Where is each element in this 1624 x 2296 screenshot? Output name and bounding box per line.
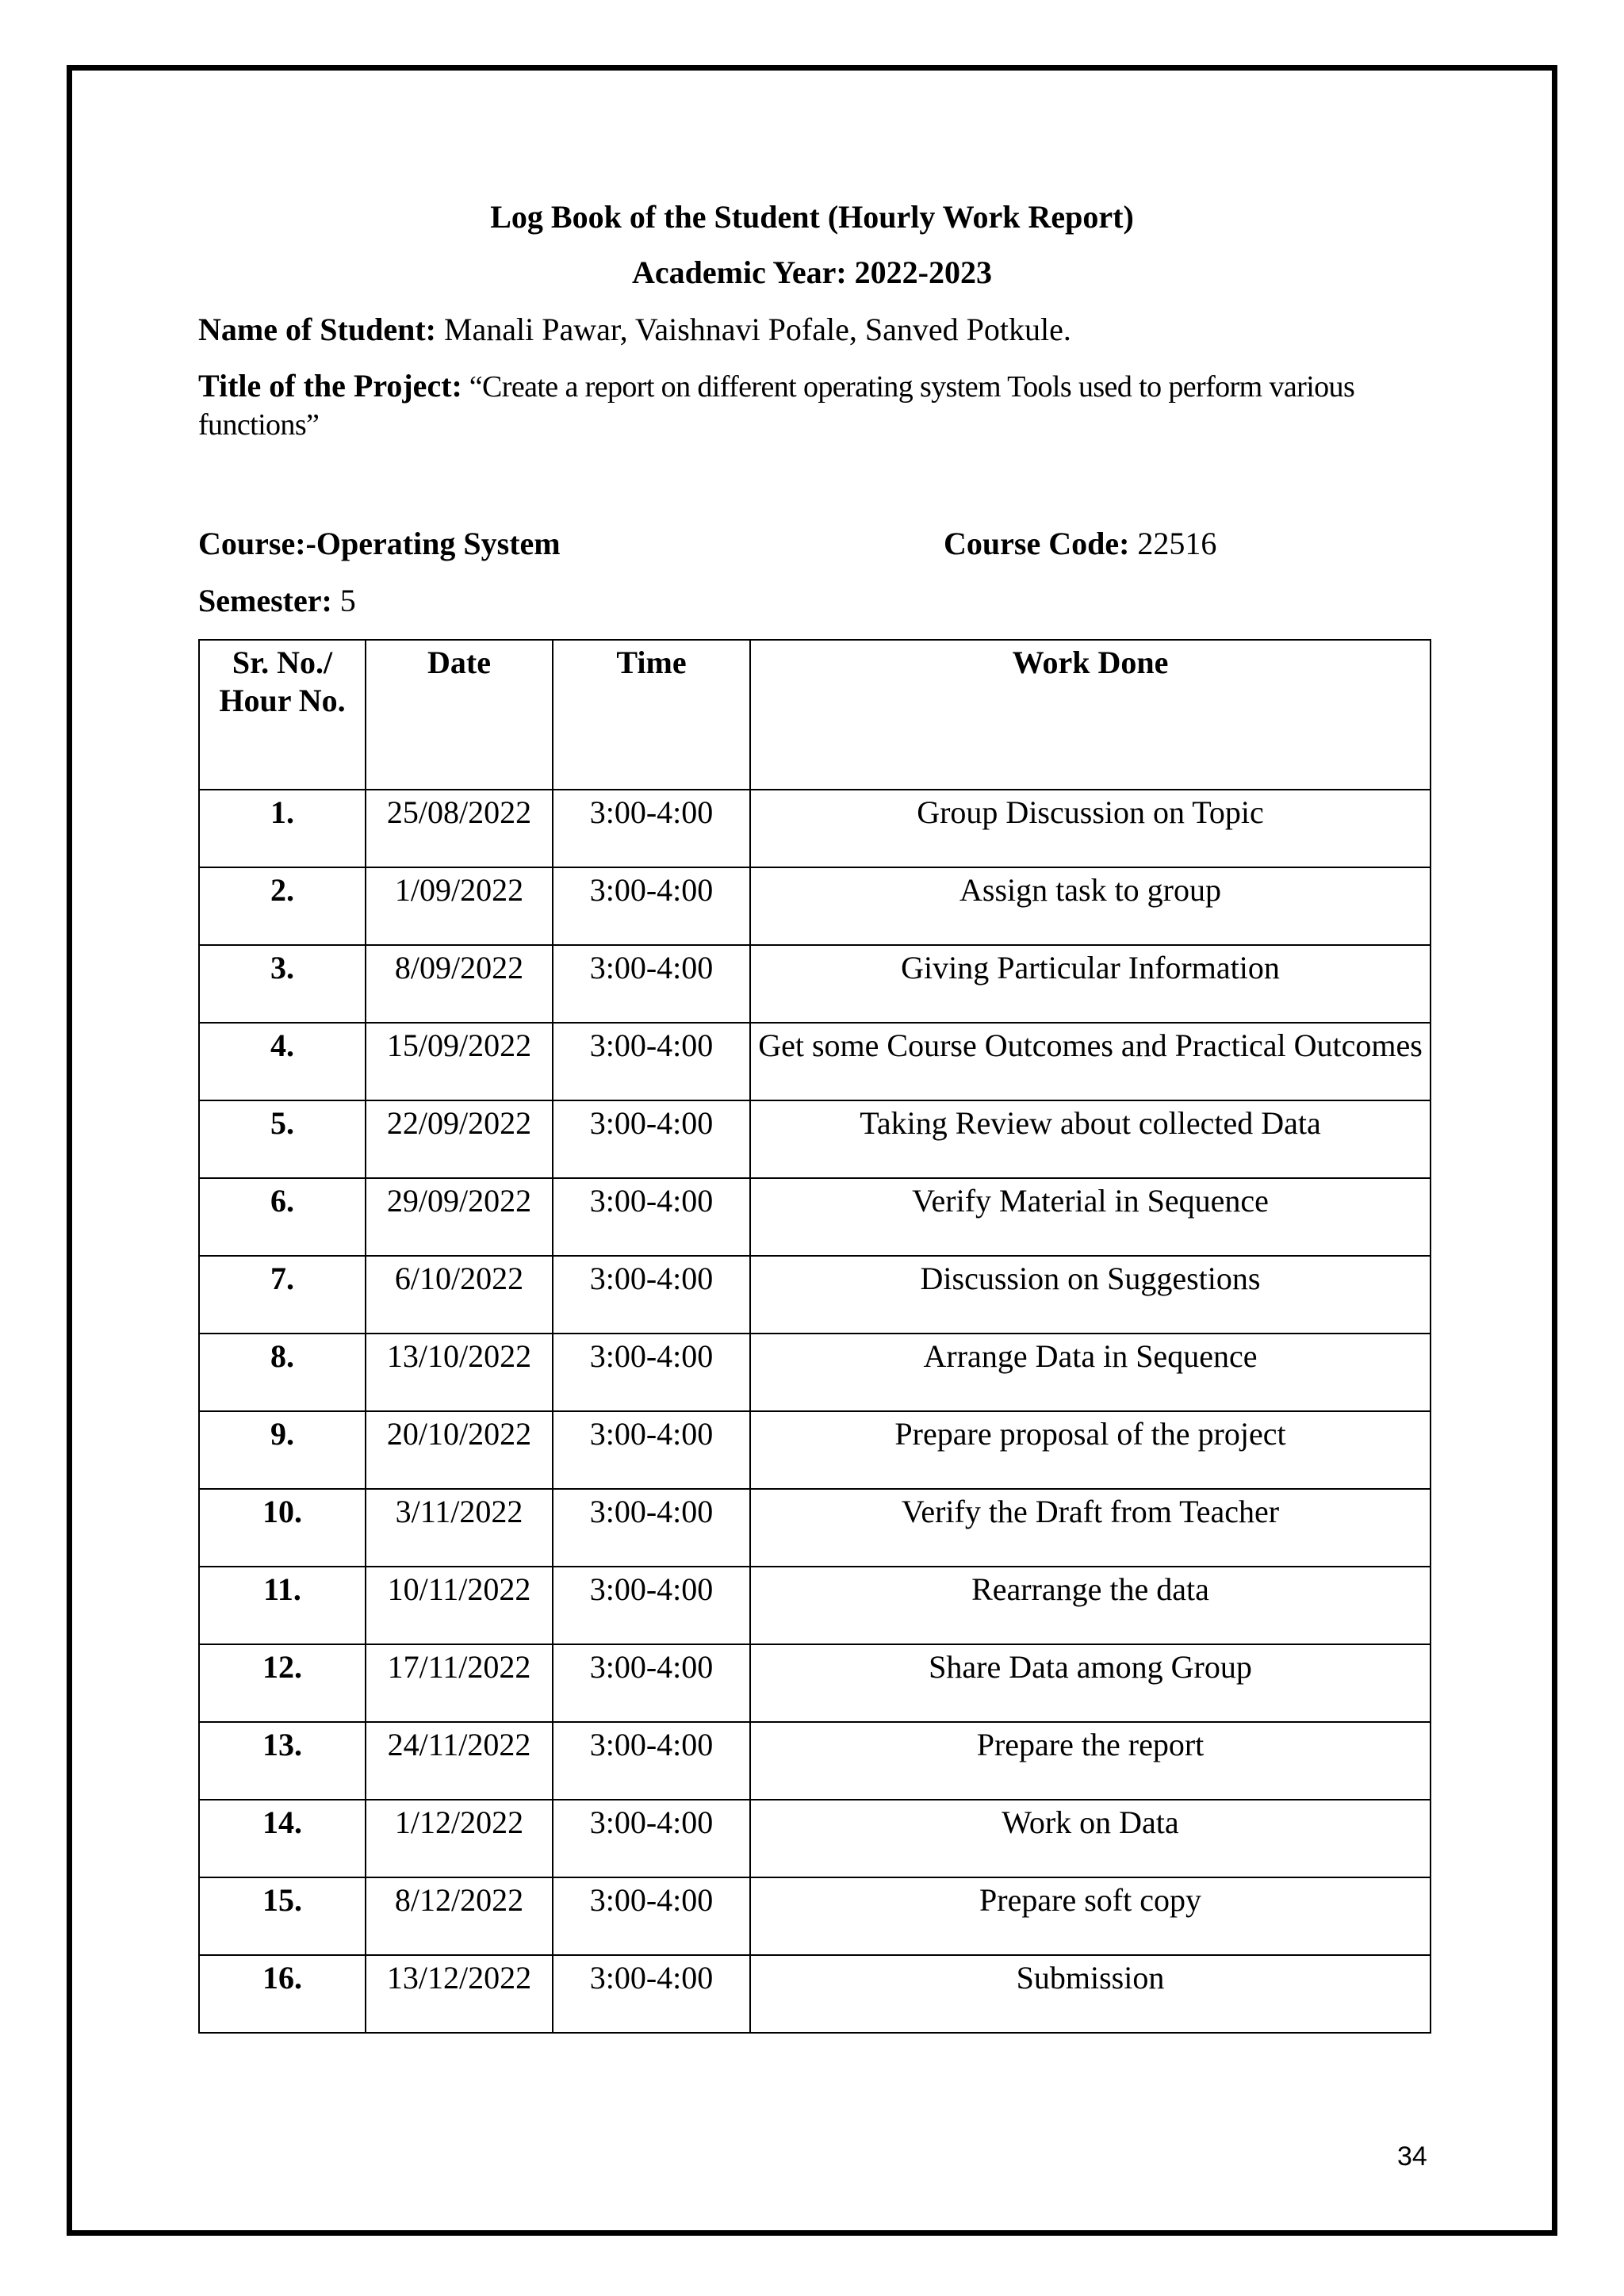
date-cell: 1/12/2022: [366, 1800, 553, 1877]
log-table: [198, 639, 1431, 2034]
sr-cell: 7.: [199, 1256, 366, 1334]
table-row: [199, 1178, 1431, 1256]
work-done-cell: Prepare proposal of the project: [750, 1411, 1431, 1489]
student-name-line: [198, 311, 1071, 349]
date-cell: 29/09/2022: [366, 1178, 553, 1256]
time-cell: 3:00-4:00: [553, 1567, 750, 1644]
sr-cell: 6.: [199, 1178, 366, 1256]
time-cell: 3:00-4:00: [553, 790, 750, 867]
page-title: Log Book of the Student (Hourly Work Report): [490, 199, 1134, 235]
work-done-cell: Prepare the report: [750, 1722, 1431, 1800]
semester-label: Semester:: [198, 583, 332, 618]
date-cell: 20/10/2022: [366, 1411, 553, 1489]
date-cell: 17/11/2022: [366, 1644, 553, 1722]
header-sr-no: Sr. No./ Hour No.: [199, 640, 366, 790]
date-cell: 6/10/2022: [366, 1256, 553, 1334]
time-cell: 3:00-4:00: [553, 1256, 750, 1334]
time-cell: 3:00-4:00: [553, 1178, 750, 1256]
table-row: [199, 1489, 1431, 1567]
time-cell: 3:00-4:00: [553, 1877, 750, 1955]
semester-line: [198, 582, 356, 620]
sr-cell: 10.: [199, 1489, 366, 1567]
date-cell: 25/08/2022: [366, 790, 553, 867]
course-code-label: Course Code:: [944, 526, 1130, 561]
student-name-value: Manali Pawar, Vaishnavi Pofale, Sanved Potkule.: [443, 312, 1071, 347]
table-row: [199, 1023, 1431, 1100]
sr-cell: 13.: [199, 1722, 366, 1800]
table-row: [199, 1256, 1431, 1334]
time-cell: 3:00-4:00: [553, 1023, 750, 1100]
table-row: [199, 867, 1431, 945]
table-header-row: [199, 640, 1431, 790]
header-date: Date: [366, 640, 553, 790]
date-cell: 8/12/2022: [366, 1877, 553, 1955]
table-row: [199, 1800, 1431, 1877]
work-done-cell: Verify the Draft from Teacher: [750, 1489, 1431, 1567]
sr-cell: 11.: [199, 1567, 366, 1644]
sr-cell: 1.: [199, 790, 366, 867]
table-row: [199, 945, 1431, 1023]
table-row: [199, 790, 1431, 867]
course-label: Course:-Operating System: [198, 526, 561, 561]
semester-value: 5: [339, 583, 356, 618]
time-cell: 3:00-4:00: [553, 1334, 750, 1411]
table-row: [199, 1722, 1431, 1800]
table-row: [199, 1644, 1431, 1722]
course-code-line: [944, 525, 1216, 563]
table-row: [199, 1411, 1431, 1489]
work-done-cell: Work on Data: [750, 1800, 1431, 1877]
time-cell: 3:00-4:00: [553, 945, 750, 1023]
date-cell: 24/11/2022: [366, 1722, 553, 1800]
work-done-cell: Prepare soft copy: [750, 1877, 1431, 1955]
time-cell: 3:00-4:00: [553, 867, 750, 945]
project-title-value: “Create a report on different operating system Tools used to perform various functions”: [198, 370, 1355, 442]
sr-cell: 9.: [199, 1411, 366, 1489]
work-done-cell: Rearrange the data: [750, 1567, 1431, 1644]
date-cell: 3/11/2022: [366, 1489, 553, 1567]
table-row: [199, 1877, 1431, 1955]
sr-cell: 3.: [199, 945, 366, 1023]
table-row: [199, 1100, 1431, 1178]
sr-cell: 5.: [199, 1100, 366, 1178]
course-code-value: 22516: [1137, 526, 1217, 561]
course-line: [198, 525, 561, 563]
work-done-cell: Giving Particular Information: [750, 945, 1431, 1023]
sr-cell: 14.: [199, 1800, 366, 1877]
project-title-line: [198, 367, 1435, 444]
work-done-cell: Get some Course Outcomes and Practical Outcomes: [750, 1023, 1431, 1100]
date-cell: 13/12/2022: [366, 1955, 553, 2033]
sr-cell: 4.: [199, 1023, 366, 1100]
sr-cell: 16.: [199, 1955, 366, 2033]
work-done-cell: Discussion on Suggestions: [750, 1256, 1431, 1334]
sr-cell: 12.: [199, 1644, 366, 1722]
time-cell: 3:00-4:00: [553, 1955, 750, 2033]
time-cell: 3:00-4:00: [553, 1100, 750, 1178]
header-work-done: Work Done: [750, 640, 1431, 790]
sr-cell: 8.: [199, 1334, 366, 1411]
work-done-cell: Arrange Data in Sequence: [750, 1334, 1431, 1411]
date-cell: 22/09/2022: [366, 1100, 553, 1178]
sr-cell: 15.: [199, 1877, 366, 1955]
academic-year: Academic Year: 2022-2023: [632, 254, 992, 290]
work-done-cell: Assign task to group: [750, 867, 1431, 945]
table-row: [199, 1567, 1431, 1644]
time-cell: 3:00-4:00: [553, 1644, 750, 1722]
work-done-cell: Share Data among Group: [750, 1644, 1431, 1722]
date-cell: 10/11/2022: [366, 1567, 553, 1644]
work-done-cell: Submission: [750, 1955, 1431, 2033]
header-time: Time: [553, 640, 750, 790]
page-number: 34: [1397, 2141, 1427, 2172]
time-cell: 3:00-4:00: [553, 1800, 750, 1877]
log-table-body: [199, 790, 1431, 2033]
table-row: [199, 1334, 1431, 1411]
date-cell: 15/09/2022: [366, 1023, 553, 1100]
work-done-cell: Group Discussion on Topic: [750, 790, 1431, 867]
table-row: [199, 1955, 1431, 2033]
student-name-label: Name of Student:: [198, 312, 436, 347]
project-title-label: Title of the Project:: [198, 368, 462, 404]
date-cell: 1/09/2022: [366, 867, 553, 945]
work-done-cell: Verify Material in Sequence: [750, 1178, 1431, 1256]
time-cell: 3:00-4:00: [553, 1722, 750, 1800]
time-cell: 3:00-4:00: [553, 1489, 750, 1567]
date-cell: 13/10/2022: [366, 1334, 553, 1411]
time-cell: 3:00-4:00: [553, 1411, 750, 1489]
sr-cell: 2.: [199, 867, 366, 945]
date-cell: 8/09/2022: [366, 945, 553, 1023]
work-done-cell: Taking Review about collected Data: [750, 1100, 1431, 1178]
